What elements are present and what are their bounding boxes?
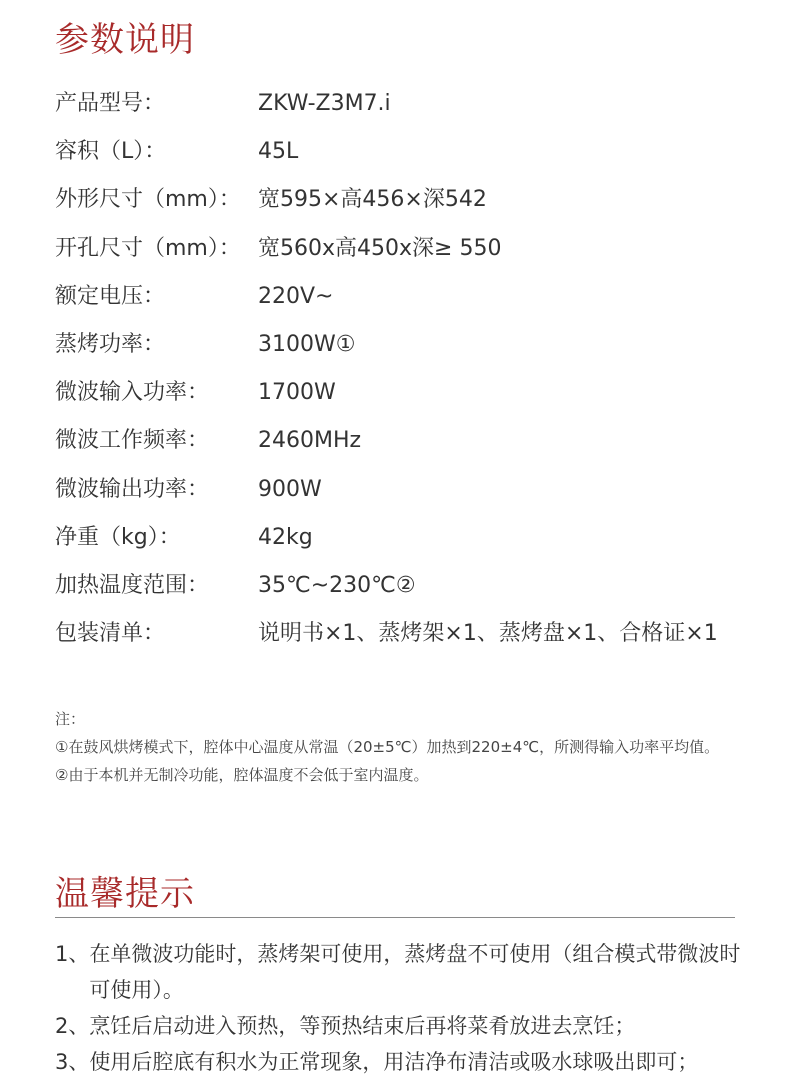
list-item — [55, 1008, 755, 1044]
spec-row — [55, 369, 780, 417]
list-item — [55, 1044, 755, 1080]
spec-value: 2460MHz — [258, 428, 362, 454]
spec-row — [55, 128, 780, 176]
spec-row — [55, 466, 780, 514]
spec-row — [55, 176, 780, 224]
tips-list — [55, 936, 755, 1080]
notes-heading: 注： — [55, 710, 86, 728]
spec-row — [55, 514, 780, 562]
tip-number: 2、 — [55, 1014, 90, 1038]
tip-text: 烹饪后启动进入预热，等预热结束后再将菜肴放进去烹饪； — [89, 1014, 636, 1038]
spec-label: 微波输入功率： — [55, 380, 210, 406]
tip-number: 3、 — [55, 1050, 90, 1074]
spec-row — [55, 225, 780, 273]
spec-value: 宽595×高456×深542 — [258, 187, 487, 213]
spec-value: 宽560x高450x深≥ 550 — [258, 235, 502, 261]
spec-label: 加热温度范围： — [55, 572, 210, 598]
spec-value: 35℃~230℃② — [258, 572, 416, 598]
spec-row — [55, 562, 780, 610]
tip-text: 使用后腔底有积水为正常现象，用洁净布清洁或吸水球吸出即可； — [89, 1050, 699, 1074]
spec-value: 220V~ — [258, 283, 334, 309]
spec-label: 额定电压： — [55, 283, 166, 309]
spec-value: 42kg — [258, 524, 313, 550]
footnotes — [55, 705, 755, 789]
spec-label: 微波工作频率： — [55, 428, 210, 454]
spec-row — [55, 321, 780, 369]
list-item — [55, 936, 755, 1008]
spec-table — [55, 80, 780, 658]
params-section-title: 参数说明 — [55, 20, 195, 60]
spec-row — [55, 610, 780, 658]
spec-label: 净重（kg）： — [55, 524, 181, 550]
footnote-item: ①在鼓风烘烤模式下，腔体中心温度从常温（20±5℃）加热到220±4℃，所测得输入功率平均值。 — [55, 738, 720, 756]
footnote-item: ②由于本机并无制冷功能，腔体温度不会低于室内温度。 — [55, 766, 429, 784]
spec-row — [55, 273, 780, 321]
spec-value: 说明书×1、蒸烤架×1、蒸烤盘×1、合格证×1 — [258, 621, 718, 647]
spec-value: 3100W① — [258, 331, 356, 357]
spec-value: 45L — [258, 139, 299, 165]
tips-section-title: 温馨提示 — [55, 874, 195, 914]
spec-value: 900W — [258, 476, 322, 502]
spec-row — [55, 417, 780, 465]
divider-line — [55, 917, 735, 918]
tip-number: 1、 — [55, 942, 90, 966]
spec-label: 包装清单： — [55, 621, 166, 647]
spec-value: ZKW-Z3M7.i — [258, 91, 391, 116]
spec-label: 产品型号： — [55, 91, 166, 116]
spec-label: 微波输出功率： — [55, 476, 210, 502]
spec-label: 蒸烤功率： — [55, 331, 166, 357]
spec-label: 开孔尺寸（mm）： — [55, 235, 241, 261]
spec-value: 1700W — [258, 380, 336, 406]
tip-text: 在单微波功能时，蒸烤架可使用，蒸烤盘不可使用（组合模式带微波时可使用）。 — [89, 942, 741, 1002]
spec-row — [55, 80, 780, 128]
spec-label: 外形尺寸（mm）： — [55, 187, 241, 213]
spec-label: 容积（L）： — [55, 139, 167, 165]
